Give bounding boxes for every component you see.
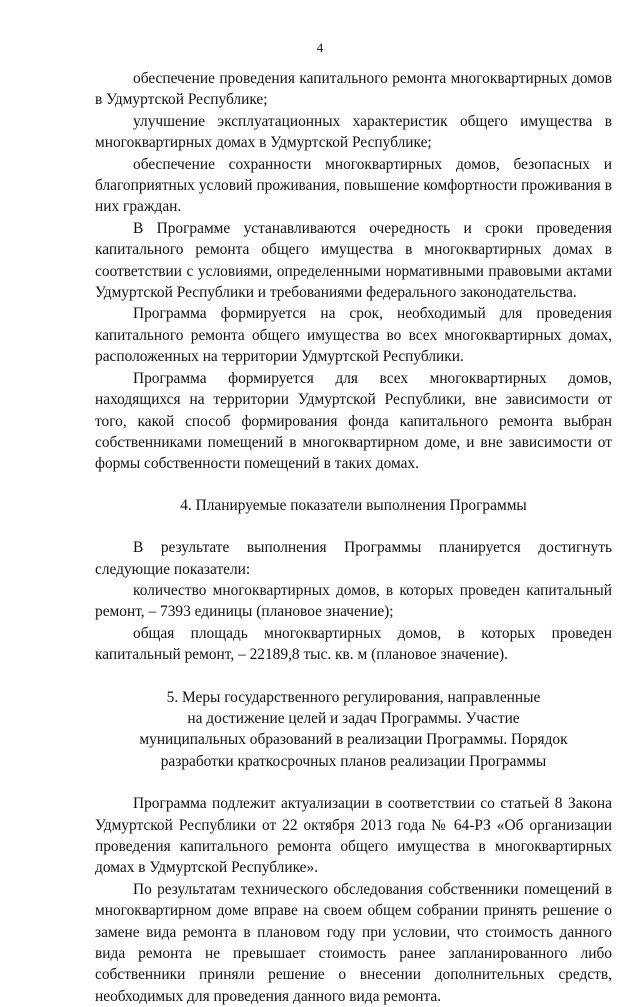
paragraph: Программа подлежит актуализации в соответствии со статьей 8 Закона Удмуртской Республики от 22 октября 2013 года № 64-РЗ «Об организации проведения капитального ремонта общего имущества в многоквартирных домах в Удмуртской Республике».	[95, 795, 612, 877]
paragraph: обеспечение сохранности многоквартирных домов, безопасных и благоприятных условий проживания, повышение комфортности проживания в них граждан.	[95, 155, 612, 216]
section-heading-line: 5. Меры государственного регулирования, направленные	[166, 688, 541, 706]
paragraph: Программа формируется на срок, необходимый для проведения капитального ремонта общего имущества во всех многоквартирных домах, расположенных на территории Удмуртской Республики.	[95, 305, 612, 366]
paragraph: По результатам технического обследования собственники помещений в многоквартирном доме вправе на своем общем собрании принять решение о замене вида ремонта в плановом году при условии, что стоимость данного вида ремонта не превышает стоимость ранее запланированного либо собственники приняли решение о внесении дополнительных средств, необходимых для проведения данного вида ремонта.	[95, 880, 612, 1005]
section-heading	[95, 687, 612, 773]
paragraph: количество многоквартирных домов, в которых проведен капитальный ремонт, – 7393 единицы (плановое значение);	[95, 581, 612, 621]
page-number: 4	[316, 40, 324, 55]
section-heading-line: разработки краткосрочных планов реализации Программы	[160, 752, 547, 770]
section-heading-line: муниципальных образований в реализации Программы. Порядок	[139, 731, 568, 749]
paragraph: обеспечение проведения капитального ремонта многоквартирных домов в Удмуртской Республике;	[95, 70, 612, 109]
paragraph: улучшение эксплуатационных характеристик общего имущества в многоквартирных домах в Удмуртской Республике;	[95, 112, 612, 152]
paragraph: В Программе устанавливаются очередность и сроки проведения капитального ремонта общего имущества в многоквартирных домах в соответствии с условиями, определенными нормативными правовыми актами Удмуртской Республики и требованиями федерального законодательства.	[95, 219, 612, 302]
paragraph: Программа формируется для всех многоквартирных домов, находящихся на территории Удмуртской Республики, вне зависимости от того, какой способ формирования фонда капитального ремонта выбран собственниками помещений в многоквартирном доме, и вне зависимости от формы собственности помещений в таких домах.	[95, 369, 612, 473]
section-heading: 4. Планируемые показатели выполнения Программы	[180, 496, 527, 514]
section-heading-line: на достижение целей и задач Программы. Участие	[187, 709, 520, 727]
paragraph: В результате выполнения Программы планируется достигнуть следующие показатели:	[95, 539, 612, 578]
paragraph: общая площадь многоквартирных домов, в которых проведен капитальный ремонт, – 22189,8 тыс. кв. м (плановое значение).	[95, 624, 612, 664]
page-body	[95, 68, 612, 1007]
